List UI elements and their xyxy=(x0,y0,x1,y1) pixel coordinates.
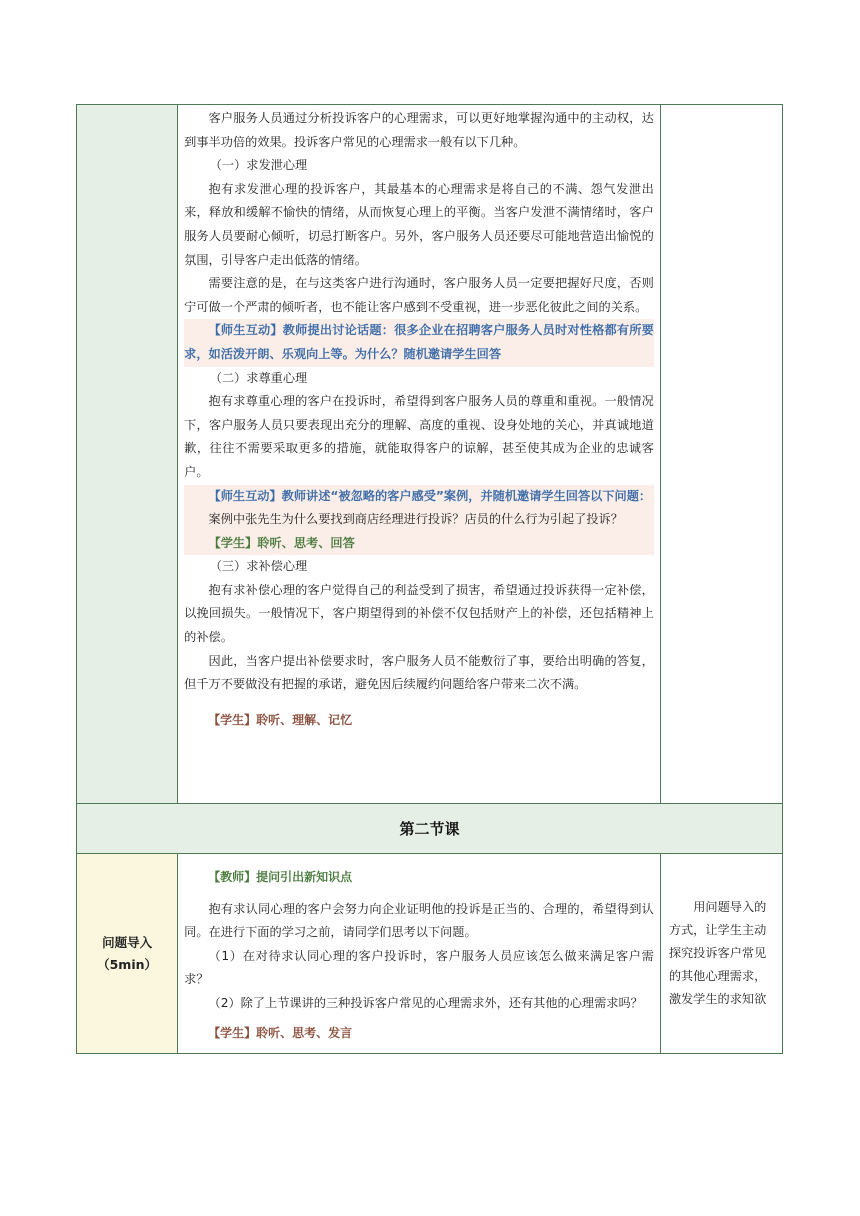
section-title: 第二节课 xyxy=(77,804,783,854)
student-response-2: 【学生】聆听、理解、记忆 xyxy=(208,712,353,727)
content-row-1 xyxy=(77,105,783,804)
heading-venting: （一）求发泄心理 xyxy=(209,158,308,173)
interaction-2-block xyxy=(184,485,654,556)
right-cell-empty xyxy=(660,105,782,804)
teacher-activity: 【教师】提问引出新知识点 xyxy=(208,870,353,884)
content-cell-2 xyxy=(178,854,661,1054)
segment-label-duration: （5min） xyxy=(97,956,158,972)
interaction-2: 【师生互动】教师讲述“被忽略的客户感受”案例，并随机邀请学生回答以下问题： xyxy=(208,488,652,503)
design-intent-cell xyxy=(660,854,782,1054)
intro-paragraph: 客户服务人员通过分析投诉客户的心理需求，可以更好地掌握沟通中的主动权，达到事半功倍的效果。投诉客户常见的心理需求一般有以下几种。 xyxy=(184,111,654,149)
compensation-note-paragraph: 因此，当客户提出补偿要求时，客户服务人员不能敷衍了事，要给出明确的答复，但千万不要做没有把握的承诺，避免因后续履约问题给客户带来二次不满。 xyxy=(184,653,654,692)
segment-label-name: 问题导入 xyxy=(102,934,153,950)
design-intent-text: 用问题导入的方式，让学生主动探究投诉客户常见的其他心理需求，激发学生的求知欲 xyxy=(668,900,767,1007)
heading-respect: （二）求尊重心理 xyxy=(209,370,308,385)
interaction-1: 【师生互动】教师提出讨论话题：很多企业在招聘客户服务人员时对性格都有所要求，如活泼开朗、乐观向上等。为什么？随机邀请学生回答 xyxy=(184,319,654,366)
venting-note-paragraph: 需要注意的是，在与这类客户进行沟通时，客户服务人员一定要把握好尺度，否则宁可做一个严肃的倾听者，也不能让客户感到不受重视，进一步恶化彼此之间的关系。 xyxy=(184,276,654,314)
student-response-1: 【学生】聆听、思考、回答 xyxy=(208,535,355,550)
left-cell-empty xyxy=(77,105,178,804)
compensation-paragraph: 抱有求补偿心理的客户觉得自己的利益受到了损害，希望通过投诉获得一定补偿，以挽回损失。一般情况下，客户期望得到的补偿不仅包括财产上的补偿，还包括精神上的补偿。 xyxy=(184,582,654,645)
case-question: 案例中张先生为什么要找到商店经理进行投诉？店员的什么行为引起了投诉？ xyxy=(208,512,623,527)
segment-label xyxy=(77,854,178,1054)
student-activity: 【学生】聆听、思考、发言 xyxy=(208,1025,353,1040)
recognition-paragraph: 抱有求认同心理的客户会努力向企业证明他的投诉是正当的、合理的，希望得到认同。在进行下面的学习之前，请同学们思考以下问题。 xyxy=(184,901,654,940)
heading-compensation: （三）求补偿心理 xyxy=(209,559,308,574)
venting-paragraph: 抱有求发泄心理的投诉客户，其最基本的心理需求是将自己的不满、怨气发泄出来，释放和缓解不愉快的情绪，从而恢复心理上的平衡。当客户发泄不满情绪时，客户服务人员要耐心倾听，切忌打断客户。另外，客户服务人员还要尽可能地营造出愉悦的氛围，引导客户走出低落的情绪。 xyxy=(184,181,654,267)
respect-paragraph: 抱有求尊重心理的客户在投诉时，希望得到客户服务人员的尊重和重视。一般情况下，客户服务人员只要表现出充分的理解、高度的重视、设身处地的关心，并真诚地道歉，往往不需要采取更多的措施，就能取得客户的谅解，甚至使其成为企业的忠诚客户。 xyxy=(184,394,654,479)
question-1: （1）在对待求认同心理的客户投诉时，客户服务人员应该怎么做来满足客户需求？ xyxy=(184,948,654,987)
section-row xyxy=(77,804,783,854)
lesson-plan-table xyxy=(76,104,783,1054)
content-cell xyxy=(178,105,661,804)
question-2: （2）除了上节课讲的三种投诉客户常见的心理需求外，还有其他的心理需求吗？ xyxy=(208,995,643,1010)
content-row-2 xyxy=(77,854,783,1054)
